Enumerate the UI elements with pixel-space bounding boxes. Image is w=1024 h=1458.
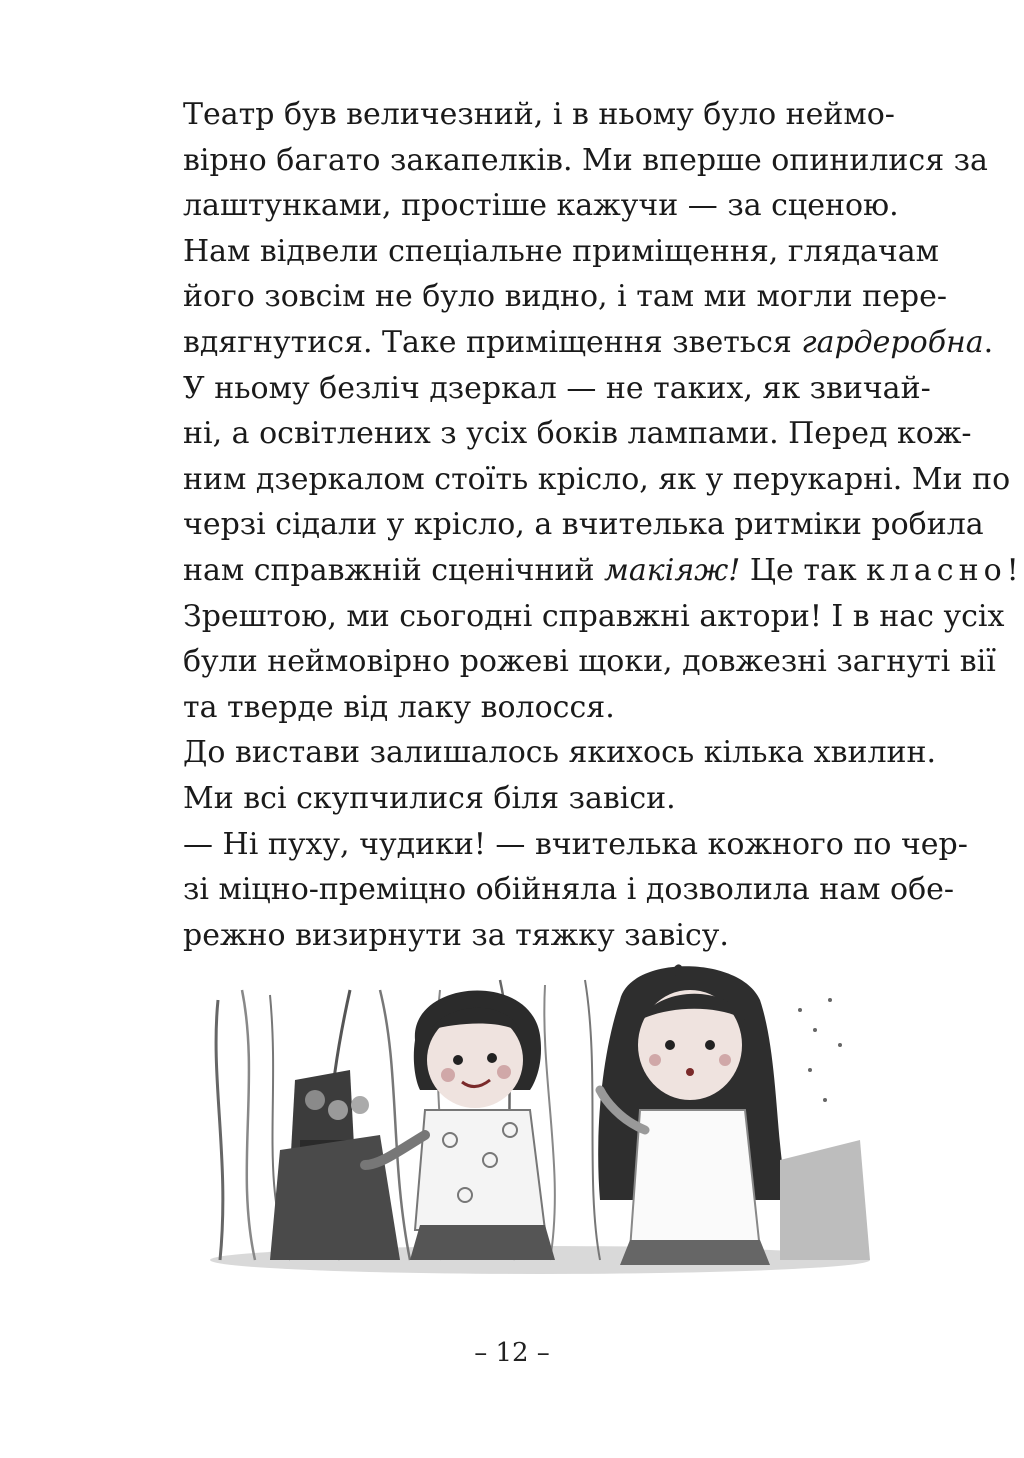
text-line: Нам відвели спеціальне приміщення, глядачам [183,233,939,269]
text-line: черзі сідали у крісло, а вчителька ритміки робила [183,507,984,543]
text-line: — Ні пуху, чудики! — вчителька кожного по чер- [183,826,968,862]
italic-term: макіяж! [604,552,741,588]
spaced-word: класно [866,552,1007,588]
illustration-girls-behind-curtain [200,960,880,1280]
italic-term: гардеробна [801,324,984,360]
text-line: До вистави залишалось якихось кілька хвилин. [183,735,937,771]
page-number: – 12 – [474,1338,550,1368]
text-line: його зовсім не було видно, і там ми могли пере- [183,279,947,315]
paragraph-1 [143,92,988,229]
text-line: були неймовірно рожеві щоки, довжезні загнуті вії [183,644,996,680]
page-text [143,92,1019,958]
text-line: Театр був величезний, і в ньому було неймо- [183,97,895,132]
paragraph-2 [143,229,1019,731]
text-line: нам справжній сценічний макіяж! Це так класно! [183,552,1019,588]
text-line: вірно багато закапелків. Ми вперше опинилися за [183,142,988,178]
text-line: ним дзеркалом стоїть крісло, як у перукарні. Ми по [183,461,1011,497]
text-line: вдягнутися. Таке приміщення зветься гардеробна. [183,324,994,360]
text-line: У ньому безліч дзеркал — не таких, як звичай- [183,370,931,406]
text-line: Ми всі скупчилися біля завіси. [183,780,676,816]
text-line: зі міцно-преміцно обійняла і дозволила нам обе- [183,872,955,908]
text-line: режно визирнути за тяжку завісу. [183,917,729,953]
text-line: та тверде від лаку волосся. [183,689,615,725]
paragraph-3 [143,730,937,821]
paragraph-4 [143,822,968,959]
text-line: ні, а освітлених з усіх боків лампами. Перед кож- [183,416,972,452]
text-line: лаштунками, простіше кажучи — за сценою. [183,188,899,224]
text-line: Зрештою, ми сьогодні справжні актори! І в нас усіх [183,598,1005,634]
